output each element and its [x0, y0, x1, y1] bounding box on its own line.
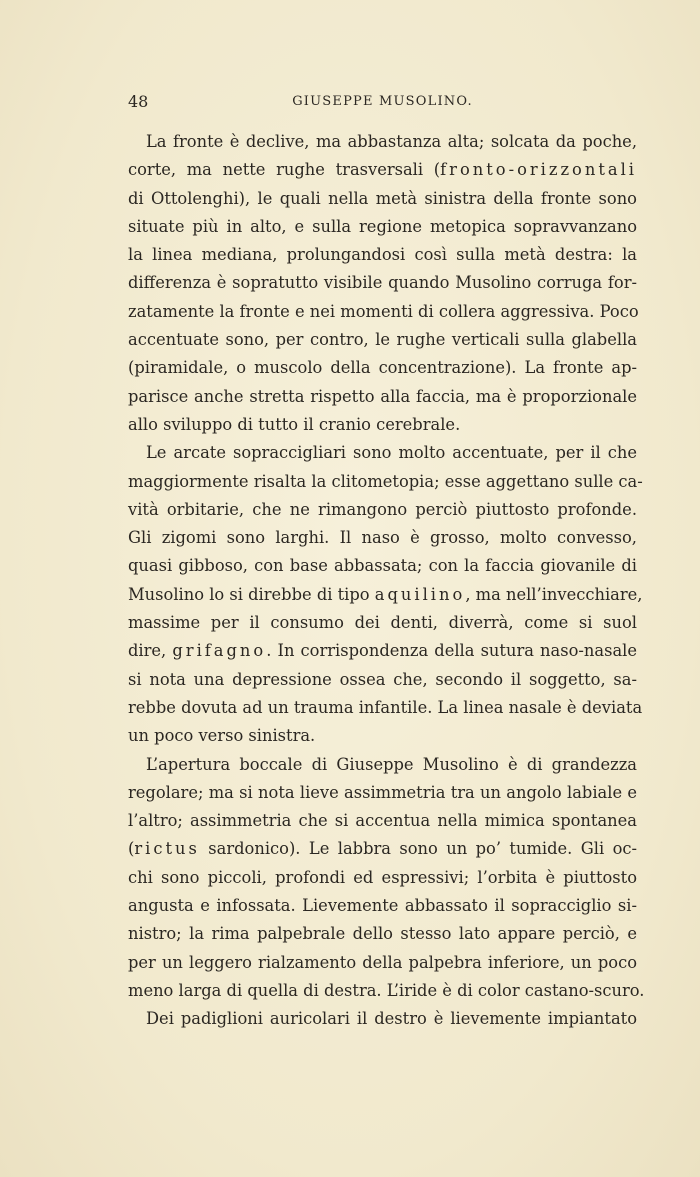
- text-line: massime per il consumo dei denti, diverrà, come si suol: [128, 613, 637, 633]
- text-line: l’altro; assimmetria che si accentua nella mimica spontanea: [128, 811, 637, 831]
- paragraph-1: [128, 128, 637, 439]
- paragraph-2: [128, 439, 643, 750]
- text-line: zatamente la fronte e nei momenti di collera aggressiva. Poco: [128, 301, 639, 321]
- page-number: 48: [128, 92, 149, 111]
- text-line: chi sono piccoli, profondi ed espressivi; l’orbita è piuttosto: [128, 867, 637, 887]
- text-run: Musolino lo si direbbe di tipo: [128, 584, 375, 604]
- text-line: allo sviluppo di tutto il cranio cerebrale.: [128, 414, 461, 434]
- text-line: L’apertura boccale di Giuseppe Musolino è di grandezza: [146, 754, 637, 774]
- text-line: quasi gibboso, con base abbassata; con la faccia giovanile di: [128, 556, 637, 576]
- text-run: (: [128, 839, 135, 859]
- text-line: [128, 637, 637, 665]
- text-line: [128, 156, 637, 184]
- text-line: di Ottolenghi), le quali nella metà sinistra della fronte sono: [128, 188, 637, 208]
- text-line: meno larga di quella di destra. L’iride è di color castano-scuro.: [128, 980, 645, 1000]
- body-text: [128, 128, 645, 1034]
- text-line: situate più in alto, e sulla regione metopica sopravvanzano: [128, 216, 637, 236]
- text-line: rebbe dovuta ad un trauma infantile. La linea nasale è deviata: [128, 697, 643, 717]
- paragraph-4: [128, 1005, 637, 1033]
- text-run: corte, ma nette rughe trasversali (: [128, 160, 441, 180]
- text-line: accentuate sono, per contro, le rughe verticali sulla glabella: [128, 330, 637, 350]
- text-line: regolare; ma si nota lieve assimmetria tra un angolo labiale e: [128, 782, 637, 802]
- text-line: la linea mediana, prolungandosi così sulla metà destra: la: [128, 245, 637, 265]
- text-line: un poco verso sinistra.: [128, 726, 316, 746]
- text-line: parisce anche stretta rispetto alla faccia, ma è proporzionale: [128, 386, 637, 406]
- text-run: . In corrispondenza della sutura naso-nasale: [266, 641, 638, 661]
- spaced-term: aquilino: [374, 584, 466, 604]
- spaced-term: rictus: [134, 839, 200, 859]
- text-line: Le arcate sopraccigliari sono molto accentuate, per il che: [146, 443, 637, 463]
- text-line: maggiormente risalta la clitometopia; esse aggettano sulle ca-: [128, 471, 643, 491]
- paragraph-3: [128, 751, 645, 1006]
- page-header: [128, 92, 637, 114]
- text-run: sardonico). Le labbra sono un po’ tumide. Gli oc-: [199, 839, 637, 859]
- running-head: GIUSEPPE MUSOLINO.: [292, 94, 473, 109]
- text-run: , ma nell’invecchiare,: [465, 584, 643, 604]
- text-line: si nota una depressione ossea che, secondo il soggetto, sa-: [128, 669, 637, 689]
- spaced-term: fronto-orizzontali: [440, 160, 637, 180]
- text-line: Dei padiglioni auricolari il destro è lievemente impiantato: [146, 1009, 637, 1029]
- text-line: [128, 835, 637, 863]
- text-line: [128, 581, 643, 609]
- text-run: dire,: [128, 641, 173, 661]
- text-line: (piramidale, o muscolo della concentrazione). La fronte ap-: [128, 358, 637, 378]
- text-line: La fronte è declive, ma abbastanza alta; solcata da poche,: [146, 132, 637, 151]
- text-line: angusta e infossata. Lievemente abbassato il sopracciglio si-: [128, 896, 637, 916]
- spaced-term: grifagno: [172, 641, 267, 661]
- text-line: vità orbitarie, che ne rimangono perciò piuttosto profonde.: [128, 499, 637, 519]
- text-line: differenza è sopratutto visibile quando Musolino corruga for-: [128, 273, 637, 293]
- text-line: per un leggero rialzamento della palpebra inferiore, un poco: [128, 952, 637, 972]
- text-line: Gli zigomi sono larghi. Il naso è grosso, molto convesso,: [128, 528, 637, 548]
- text-line: nistro; la rima palpebrale dello stesso lato appare perciò, e: [128, 924, 637, 944]
